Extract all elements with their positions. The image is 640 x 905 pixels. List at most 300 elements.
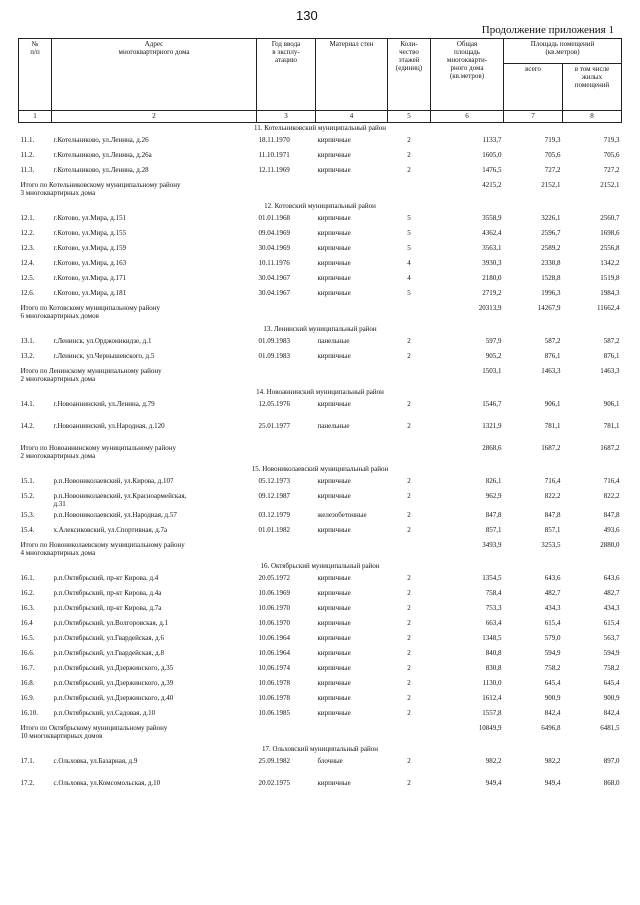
total-label: Итого по Котовскому муниципальному району 6 многоквартирных домов: [20, 304, 161, 321]
row-total-area: 3558,9: [482, 214, 502, 222]
row-premises-living: 727,2: [603, 166, 620, 174]
row-material: кирпичные: [317, 634, 351, 642]
district-heading: [19, 123, 622, 137]
row-material: кирпичные: [317, 244, 351, 252]
table-row: [19, 757, 622, 779]
row-material: кирпичные: [317, 229, 351, 237]
row-address: р.п.Октябрьский, ул.Дзержинского, д.40: [53, 694, 174, 702]
row-address: р.п.Октябрьский, ул.Гвардейская, д.6: [53, 634, 164, 642]
table-row: [19, 151, 622, 166]
row-number: 16.1.: [20, 574, 35, 582]
header-num-8: 8: [563, 111, 622, 123]
row-number: 11.3.: [20, 166, 35, 174]
row-premises-all: 615,4: [544, 619, 561, 627]
row-number: 12.2.: [20, 229, 35, 237]
row-material: кирпичные: [317, 151, 351, 159]
total-area: 10849,9: [478, 724, 502, 732]
row-number: 16.10.: [20, 709, 38, 717]
row-premises-living: 2560,7: [600, 214, 620, 222]
total-premises-living: 1687,2: [600, 444, 620, 452]
row-material: кирпичные: [317, 694, 351, 702]
row-number: 16.6.: [20, 649, 35, 657]
table-body: [19, 123, 622, 795]
row-address: с.Ольховка, ул.Комсомольская, д.10: [53, 779, 161, 787]
table-row: [19, 604, 622, 619]
row-year: 20.05.1972: [258, 574, 290, 582]
row-year: 10.06.1964: [258, 634, 290, 642]
row-material: кирпичные: [317, 709, 351, 717]
table-row: [19, 352, 622, 367]
table-row: [19, 289, 622, 304]
row-material: кирпичные: [317, 400, 351, 408]
row-material: кирпичные: [317, 574, 351, 582]
row-address: г.Котельниково, ул.Ленина, д.26а: [53, 151, 152, 159]
row-year: 10.06.1978: [258, 679, 290, 687]
row-premises-living: 868,0: [603, 779, 620, 787]
row-address: р.п.Октябрьский, пр-кт Кирова, д.4а: [53, 589, 162, 597]
row-floors: 2: [407, 511, 411, 519]
row-total-area: 753,3: [485, 604, 502, 612]
row-number: 13.2.: [20, 352, 35, 360]
row-material: кирпичные: [317, 274, 351, 282]
row-premises-living: 906,1: [603, 400, 620, 408]
row-premises-all: 842,4: [544, 709, 561, 717]
row-number: 14.2.: [20, 422, 35, 430]
total-premises-all: 3253,5: [541, 541, 561, 549]
total-premises-all: 1463,3: [541, 367, 561, 375]
row-year: 01.01.1968: [258, 214, 290, 222]
total-premises-living: 11662,4: [597, 304, 620, 312]
row-total-area: 1354,5: [482, 574, 502, 582]
row-floors: 2: [407, 477, 411, 485]
row-total-area: 1605,0: [482, 151, 502, 159]
row-premises-all: 643,6: [544, 574, 561, 582]
row-floors: 2: [407, 604, 411, 612]
row-total-area: 1348,5: [482, 634, 502, 642]
total-row: [19, 724, 622, 744]
row-year: 10.06.1974: [258, 664, 290, 672]
row-premises-all: 982,2: [544, 757, 561, 765]
row-premises-all: 900,9: [544, 694, 561, 702]
row-total-area: 857,1: [485, 526, 502, 534]
row-total-area: 847,8: [485, 511, 502, 519]
row-address: г.Котельниково, ул.Ленина, д.26: [53, 136, 149, 144]
table-row: [19, 679, 622, 694]
table-row: [19, 259, 622, 274]
row-floors: 2: [407, 492, 411, 500]
row-premises-living: 434,3: [603, 604, 620, 612]
row-premises-living: 897,0: [603, 757, 620, 765]
header-total-area: Общая площадь многокварти- рного дома (кв.метров): [431, 39, 504, 111]
row-floors: 5: [407, 214, 411, 222]
row-premises-all: 716,4: [544, 477, 561, 485]
total-label: Итого по Новониколаевскому муниципальному району 4 многоквартирных дома: [20, 541, 185, 558]
row-address: р.п.Октябрьский, пр-кт Кирова, д.7а: [53, 604, 162, 612]
row-number: 15.3.: [20, 511, 35, 519]
row-year: 03.12.1979: [258, 511, 290, 519]
row-year: 10.06.1969: [258, 589, 290, 597]
row-material: кирпичные: [317, 214, 351, 222]
row-address: р.п.Октябрьский, ул.Волгоровская, д.1: [53, 619, 169, 627]
row-total-area: 949,4: [485, 779, 502, 787]
row-premises-all: 2589,2: [541, 244, 561, 252]
row-address: г.Новоаннинский, ул.Народная, д.120: [53, 422, 165, 430]
row-number: 12.6.: [20, 289, 35, 297]
row-premises-living: 758,2: [603, 664, 620, 672]
table-row: [19, 709, 622, 724]
row-premises-all: 906,1: [544, 400, 561, 408]
row-number: 14.1.: [20, 400, 35, 408]
row-floors: 4: [407, 259, 411, 267]
total-area: 1503,1: [482, 367, 502, 375]
row-year: 01.09.1983: [258, 352, 290, 360]
row-year: 30.04.1969: [258, 244, 290, 252]
row-premises-living: 847,8: [603, 511, 620, 519]
district-title: 12. Котовский муниципальный район: [264, 202, 376, 210]
row-floors: 2: [407, 400, 411, 408]
row-material: панельные: [317, 337, 350, 345]
table-row: [19, 244, 622, 259]
row-material: блочные: [317, 757, 343, 765]
row-address: г.Котельниково, ул.Ленина, д.28: [53, 166, 149, 174]
row-premises-all: 645,4: [544, 679, 561, 687]
total-premises-all: 6496,8: [541, 724, 561, 732]
district-heading: [19, 744, 622, 757]
row-premises-all: 3226,1: [541, 214, 561, 222]
table-row: [19, 589, 622, 604]
row-total-area: 597,9: [485, 337, 502, 345]
row-total-area: 663,4: [485, 619, 502, 627]
total-area: 3493,9: [482, 541, 502, 549]
row-premises-living: 719,3: [603, 136, 620, 144]
row-total-area: 3563,1: [482, 244, 502, 252]
row-premises-all: 579,0: [544, 634, 561, 642]
district-heading: [19, 201, 622, 214]
row-premises-living: 594,9: [603, 649, 620, 657]
row-total-area: 4362,4: [482, 229, 502, 237]
row-year: 10.06.1970: [258, 604, 290, 612]
row-material: кирпичные: [317, 259, 351, 267]
row-year: 01.01.1982: [258, 526, 290, 534]
total-label: Итого по Котельниковскому муниципальному району 3 многоквартирных дома: [20, 181, 181, 198]
row-total-area: 826,1: [485, 477, 502, 485]
row-total-area: 3930,3: [482, 259, 502, 267]
row-address: р.п.Октябрьский, ул.Садовая, д.10: [53, 709, 156, 717]
row-premises-all: 2330,8: [541, 259, 561, 267]
row-year: 30.04.1967: [258, 289, 290, 297]
table-row: [19, 492, 622, 511]
total-row: [19, 304, 622, 324]
row-material: железобетонные: [317, 511, 367, 519]
row-year: 20.02.1975: [258, 779, 290, 787]
table-header: [19, 39, 622, 123]
row-floors: 2: [407, 337, 411, 345]
header-number: № п/п: [19, 39, 52, 111]
row-number: 15.1.: [20, 477, 35, 485]
table-row: [19, 337, 622, 352]
row-premises-all: 781,1: [544, 422, 561, 430]
row-premises-all: 822,2: [544, 492, 561, 500]
row-premises-living: 705,6: [603, 151, 620, 159]
table-row: [19, 526, 622, 541]
header-premises-living: в том числе жилых помещений: [563, 64, 622, 111]
row-address: г.Котово, ул.Мира, д.151: [53, 214, 127, 222]
row-number: 16.9.: [20, 694, 35, 702]
row-premises-living: 1698,6: [600, 229, 620, 237]
row-address: с.Ольховка, ул.Базарная, д.9: [53, 757, 138, 765]
header-num-5: 5: [388, 111, 431, 123]
district-title: 14. Новоаннинский муниципальный район: [256, 388, 384, 396]
row-number: 15.4.: [20, 526, 35, 534]
row-floors: 2: [407, 151, 411, 159]
row-year: 18.11.1970: [258, 136, 290, 144]
row-number: 17.1.: [20, 757, 35, 765]
row-number: 16.5.: [20, 634, 35, 642]
row-premises-all: 857,1: [544, 526, 561, 534]
header-num-3: 3: [257, 111, 316, 123]
row-number: 12.4.: [20, 259, 35, 267]
row-floors: 2: [407, 679, 411, 687]
row-material: кирпичные: [317, 526, 351, 534]
header-premises-all: всего: [504, 64, 563, 111]
row-premises-all: 949,4: [544, 779, 561, 787]
table-row: [19, 511, 622, 526]
row-address: г.Котово, ул.Мира, д.159: [53, 244, 127, 252]
row-material: кирпичные: [317, 679, 351, 687]
row-address: г.Котово, ул.Мира, д.155: [53, 229, 127, 237]
row-floors: 2: [407, 757, 411, 765]
row-total-area: 1546,7: [482, 400, 502, 408]
row-year: 11.10.1971: [258, 151, 290, 159]
row-total-area: 1557,8: [482, 709, 502, 717]
row-address: г.Ленинск, ул.Орджоникидзе, д.1: [53, 337, 152, 345]
row-premises-living: 563,7: [603, 634, 620, 642]
row-total-area: 1130,0: [482, 679, 502, 687]
row-premises-all: 1528,8: [541, 274, 561, 282]
row-number: 16.7.: [20, 664, 35, 672]
row-number: 12.3.: [20, 244, 35, 252]
row-total-area: 840,8: [485, 649, 502, 657]
row-number: 17.2.: [20, 779, 35, 787]
table-row: [19, 779, 622, 794]
total-row: [19, 367, 622, 387]
row-address: р.п.Октябрьский, пр-кт Кирова, д.4: [53, 574, 159, 582]
header-premises-area: Площадь помещений (кв.метров): [504, 39, 622, 64]
header-year: Год ввода в эксплу- атацию: [257, 39, 316, 111]
row-floors: 5: [407, 229, 411, 237]
header-num-6: 6: [431, 111, 504, 123]
table-row: [19, 694, 622, 709]
header-numbers-row: [19, 111, 622, 123]
table-row: [19, 649, 622, 664]
row-total-area: 982,2: [485, 757, 502, 765]
row-premises-all: 719,3: [544, 136, 561, 144]
row-number: 11.1.: [20, 136, 35, 144]
district-heading: [19, 561, 622, 574]
row-premises-living: 876,1: [603, 352, 620, 360]
row-total-area: 830,8: [485, 664, 502, 672]
total-premises-all: 2152,1: [541, 181, 561, 189]
row-address: г.Котово, ул.Мира, д.171: [53, 274, 127, 282]
housing-table: [18, 38, 622, 794]
row-material: кирпичные: [317, 477, 351, 485]
row-number: 13.1.: [20, 337, 35, 345]
row-total-area: 1476,5: [482, 166, 502, 174]
row-year: 12.11.1969: [258, 166, 290, 174]
row-premises-all: 705,6: [544, 151, 561, 159]
row-total-area: 758,4: [485, 589, 502, 597]
table-row: [19, 166, 622, 181]
district-title: 13. Ленинский муниципальный район: [263, 325, 377, 333]
row-address: р.п.Октябрьский, ул.Гвардейская, д.8: [53, 649, 164, 657]
row-premises-living: 1342,2: [600, 259, 620, 267]
row-premises-living: 842,4: [603, 709, 620, 717]
row-year: 09.04.1969: [258, 229, 290, 237]
row-address: х.Алексиковский, ул.Спортивная, д.7а: [53, 526, 168, 534]
row-floors: 2: [407, 422, 411, 430]
total-premises-living: 1463,3: [600, 367, 620, 375]
row-floors: 2: [407, 574, 411, 582]
row-premises-living: 587,2: [603, 337, 620, 345]
row-address: р.п.Новониколаевский, ул.Кирова, д.107: [53, 477, 174, 485]
district-title: 15. Новониколаевский муниципальный район: [251, 465, 389, 473]
row-floors: 2: [407, 664, 411, 672]
header-num-7: 7: [504, 111, 563, 123]
row-floors: 2: [407, 709, 411, 717]
row-premises-all: 758,2: [544, 664, 561, 672]
total-label: Итого по Октябрьскому муниципальному району 10 многоквартирных домов: [20, 724, 168, 741]
row-address: р.п.Октябрьский, ул.Дзержинского, д.35: [53, 664, 174, 672]
row-premises-all: 2596,7: [541, 229, 561, 237]
row-year: 12.05.1976: [258, 400, 290, 408]
total-row: [19, 541, 622, 561]
header-num-4: 4: [316, 111, 388, 123]
total-premises-all: 14267,9: [537, 304, 561, 312]
row-premises-living: 781,1: [603, 422, 620, 430]
row-premises-living: 482,7: [603, 589, 620, 597]
row-material: кирпичные: [317, 604, 351, 612]
row-address: г.Ленинск, ул.Чернышевского, д.5: [53, 352, 155, 360]
row-floors: 2: [407, 649, 411, 657]
row-number: 12.5.: [20, 274, 35, 282]
total-area: 2868,6: [482, 444, 502, 452]
row-total-area: 2180,0: [482, 274, 502, 282]
row-material: кирпичные: [317, 352, 351, 360]
row-total-area: 2719,2: [482, 289, 502, 297]
row-material: кирпичные: [317, 166, 351, 174]
row-premises-all: 482,7: [544, 589, 561, 597]
table-row: [19, 136, 622, 151]
row-premises-all: 1996,3: [541, 289, 561, 297]
total-premises-all: 1687,2: [541, 444, 561, 452]
row-material: кирпичные: [317, 492, 351, 500]
district-title: 17. Ольховский муниципальный район: [261, 745, 379, 753]
district-title: 11. Котельниковский муниципальный район: [254, 124, 386, 132]
row-total-area: 905,2: [485, 352, 502, 360]
total-row: [19, 181, 622, 201]
row-total-area: 1321,9: [482, 422, 502, 430]
header-num-1: 1: [19, 111, 52, 123]
row-floors: 2: [407, 352, 411, 360]
row-premises-all: 876,1: [544, 352, 561, 360]
district-title: 16. Октябрьский муниципальный район: [260, 562, 380, 570]
row-premises-all: 847,8: [544, 511, 561, 519]
row-number: 15.2.: [20, 492, 35, 500]
row-address: р.п.Новониколаевский, ул.Народная, д.57: [53, 511, 177, 519]
row-number: 16.4: [20, 619, 33, 627]
district-heading: [19, 324, 622, 337]
table-row: [19, 634, 622, 649]
row-number: 16.8.: [20, 679, 35, 687]
row-premises-living: 716,4: [603, 477, 620, 485]
row-floors: 2: [407, 694, 411, 702]
row-address: г.Новоаннинский, ул.Ленина, д.79: [53, 400, 155, 408]
row-floors: 2: [407, 634, 411, 642]
header-address: Адрес многоквартирного дома: [52, 39, 257, 111]
row-material: кирпичные: [317, 664, 351, 672]
row-material: кирпичные: [317, 289, 351, 297]
table-row: [19, 664, 622, 679]
row-premises-living: 493,6: [603, 526, 620, 534]
row-material: кирпичные: [317, 619, 351, 627]
total-area: 4215,2: [482, 181, 502, 189]
row-premises-living: 900,9: [603, 694, 620, 702]
row-year: 10.11.1976: [258, 259, 290, 267]
row-material: кирпичные: [317, 779, 351, 787]
table-row: [19, 400, 622, 422]
table-row: [19, 214, 622, 229]
row-floors: 2: [407, 136, 411, 144]
row-total-area: 1612,4: [482, 694, 502, 702]
header-material: Материал стен: [316, 39, 388, 111]
row-year: 10.06.1964: [258, 649, 290, 657]
table-row: [19, 619, 622, 634]
total-premises-living: 2880,0: [600, 541, 620, 549]
row-floors: 4: [407, 274, 411, 282]
row-premises-all: 727,2: [544, 166, 561, 174]
row-premises-living: 615,4: [603, 619, 620, 627]
row-address: р.п.Октябрьский, ул.Дзержинского, д.39: [53, 679, 174, 687]
row-year: 05.12.1973: [258, 477, 290, 485]
row-number: 12.1.: [20, 214, 35, 222]
total-row: [19, 444, 622, 464]
row-premises-all: 434,3: [544, 604, 561, 612]
district-heading: [19, 464, 622, 477]
row-floors: 2: [407, 779, 411, 787]
row-material: кирпичные: [317, 589, 351, 597]
row-floors: 2: [407, 526, 411, 534]
total-premises-living: 6481,5: [600, 724, 620, 732]
row-total-area: 962,9: [485, 492, 502, 500]
total-label: Итого по Ленинскому муниципальному району 2 многоквартирных дома: [20, 367, 162, 384]
row-year: 25.09.1982: [258, 757, 290, 765]
row-premises-living: 2556,8: [600, 244, 620, 252]
row-year: 25.01.1977: [258, 422, 290, 430]
appendix-title: Продолжение приложения 1: [481, 24, 614, 36]
row-premises-living: 645,4: [603, 679, 620, 687]
total-premises-living: 2152,1: [600, 181, 620, 189]
row-year: 10.06.1970: [258, 619, 290, 627]
row-premises-living: 643,6: [603, 574, 620, 582]
table-row: [19, 422, 622, 444]
page-number: 130: [296, 8, 318, 23]
row-year: 09.12.1987: [258, 492, 290, 500]
row-total-area: 1133,7: [482, 136, 502, 144]
row-floors: 5: [407, 244, 411, 252]
header-floors: Коли- чество этажей (единиц): [388, 39, 431, 111]
row-premises-all: 594,9: [544, 649, 561, 657]
row-floors: 2: [407, 166, 411, 174]
